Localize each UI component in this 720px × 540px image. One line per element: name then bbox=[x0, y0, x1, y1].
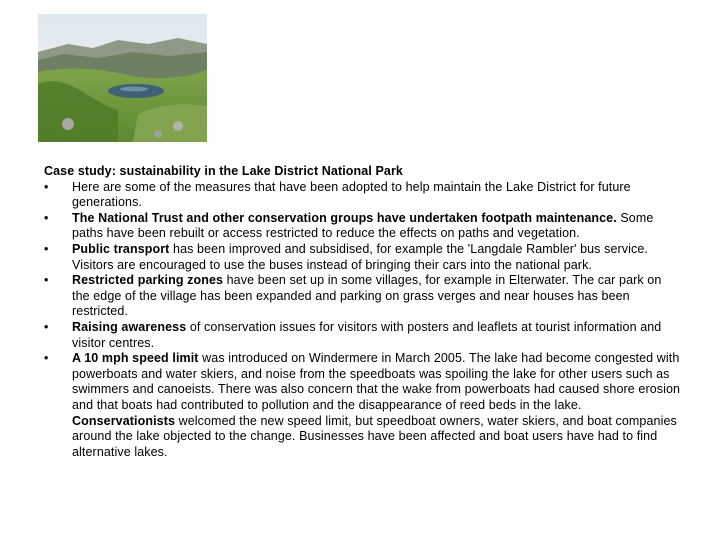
bullet-icon: • bbox=[44, 179, 49, 194]
item-bold-text-2: Conservationists bbox=[72, 413, 176, 428]
case-study-text bbox=[44, 164, 682, 460]
list-item bbox=[44, 273, 682, 320]
bullet-icon: • bbox=[44, 273, 49, 288]
item-bold-text: Raising awareness bbox=[72, 319, 187, 334]
item-text-2: welcomed the new speed limit, but speedboat owners, water skiers, and boat companies around the lake objected to the change. Businesses have been affected and boat users have had to find alternative lakes. bbox=[72, 413, 677, 459]
bullet-icon: • bbox=[44, 319, 49, 334]
list-item bbox=[44, 242, 682, 273]
measures-list bbox=[44, 180, 682, 461]
bullet-icon: • bbox=[44, 241, 49, 256]
list-item bbox=[44, 351, 682, 460]
item-bold-text: Restricted parking zones bbox=[72, 273, 224, 288]
item-text: Here are some of the measures that have been adopted to help maintain the Lake District for future generations. bbox=[72, 179, 631, 210]
list-item bbox=[44, 320, 682, 351]
item-bold-text: A 10 mph speed limit bbox=[72, 351, 199, 366]
item-bold-text: The National Trust and other conservation groups have undertaken footpath maintenance. bbox=[72, 210, 617, 225]
list-item bbox=[44, 180, 682, 211]
bullet-icon: • bbox=[44, 210, 49, 225]
lake-district-photo bbox=[38, 14, 207, 142]
bullet-icon: • bbox=[44, 351, 49, 366]
item-text: Some paths have been rebuilt or access restricted to reduce the effects on paths and vegetation. bbox=[72, 210, 654, 241]
item-text: of conservation issues for visitors with posters and leaflets at tourist information and visitor centres. bbox=[72, 319, 662, 350]
item-text: has been improved and subsidised, for example the 'Langdale Rambler' bus service. Visitors are encouraged to use the buses instead of bringing their cars into the national park. bbox=[72, 241, 648, 272]
item-text: have been set up in some villages, for example in Elterwater. The car park on the edge of the village has been expanded and parking on grass verges and near houses has been restricted. bbox=[72, 273, 662, 319]
item-text: was introduced on Windermere in March 2005. The lake had become congested with powerboats and water skiers, and noise from the speedboats was spoiling the lake for other users such as swimmers and canoeists. There was also concern that the wake from powerboats had caused shore erosion and that boats had contributed to pollution and the disappearance of reed beds in the lake. bbox=[72, 351, 681, 412]
list-item bbox=[44, 211, 682, 242]
item-bold-text: Public transport bbox=[72, 241, 170, 256]
case-study-title: Case study: sustainability in the Lake District National Park bbox=[44, 164, 403, 178]
landscape-icon bbox=[38, 14, 207, 142]
